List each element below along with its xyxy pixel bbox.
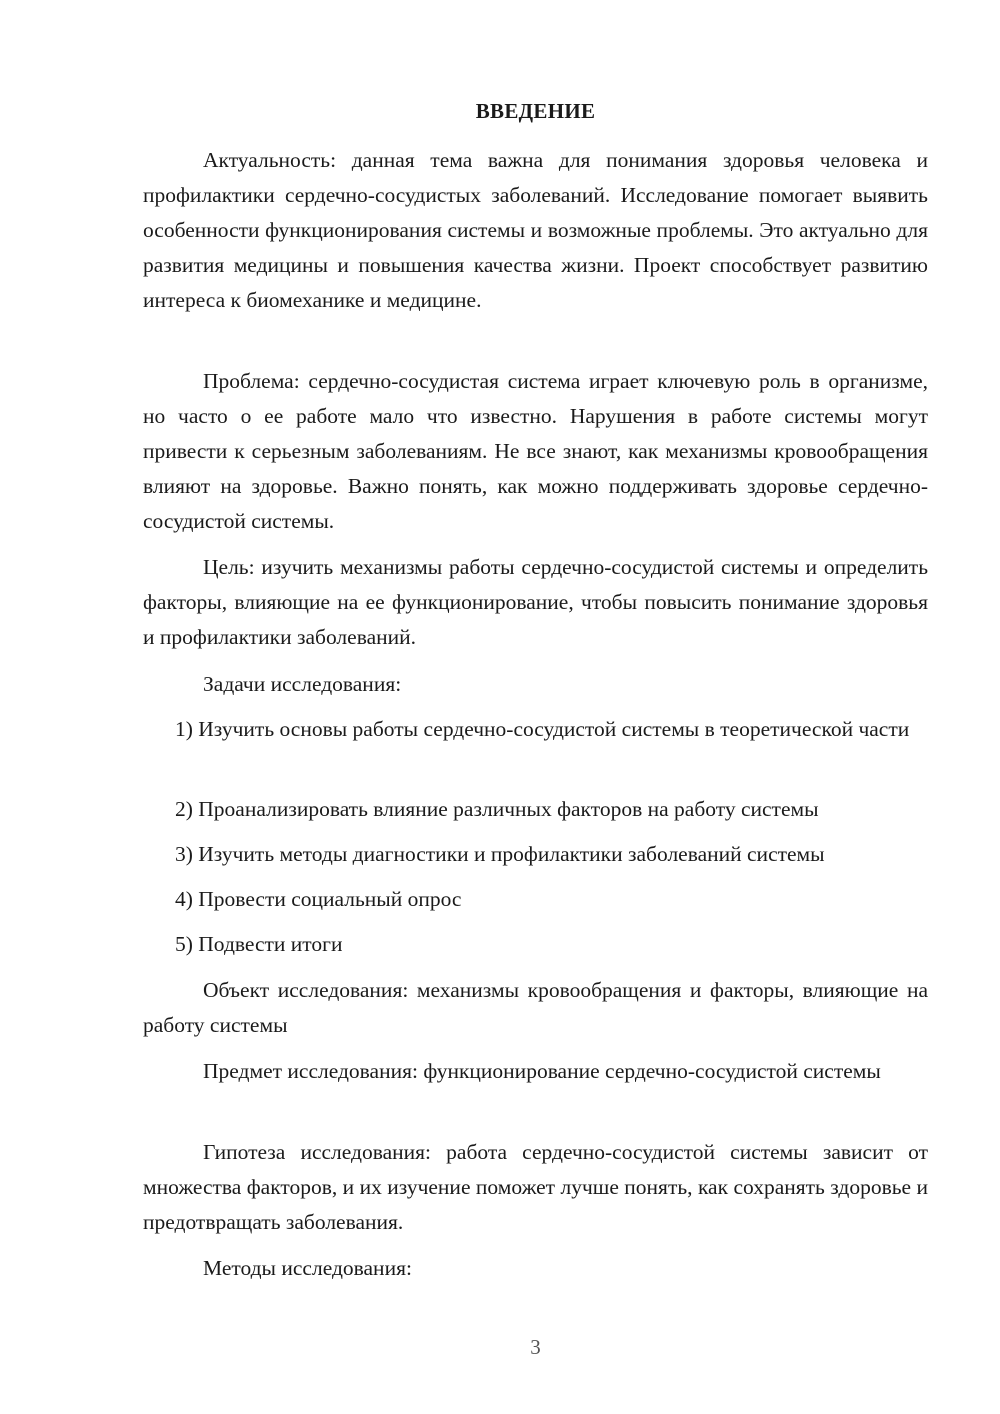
object-paragraph: Объект исследования: механизмы кровообращения и факторы, влияющие на работу системы: [143, 978, 928, 1037]
task-item-2: 2) Проанализировать влияние различных факторов на работу системы: [175, 797, 819, 821]
hypothesis-paragraph: Гипотеза исследования: работа сердечно-сосудистой системы зависит от множества факторов, и их изучение поможет лучше понять, как сохранять здоровье и предотвращать заболевания.: [143, 1140, 928, 1234]
task-item-5: 5) Подвести итоги: [175, 932, 343, 956]
problem-paragraph: Проблема: сердечно-сосудистая система играет ключевую роль в организме, но часто о ее работе мало что известно. Нарушения в работе системы могут привести к серьезным заболеваниям. Не все знают, как механизмы кровообращения влияют на здоровье. Важно понять, как можно поддерживать здоровье сердечно-сосудистой системы.: [143, 369, 928, 533]
tasks-heading: Задачи исследования:: [203, 672, 402, 696]
task-item-3: 3) Изучить методы диагностики и профилактики заболеваний системы: [175, 842, 825, 866]
relevance-paragraph: Актуальность: данная тема важна для понимания здоровья человека и профилактики сердечно-сосудистых заболеваний. Исследование помогает выявить особенности функционирования системы и возможные проблемы. Это актуально для развития медицины и повышения качества жизни. Проект способствует развитию интереса к биомеханике и медицине.: [143, 148, 928, 312]
page-number: 3: [530, 1335, 541, 1359]
page-title: ВВЕДЕНИЕ: [475, 99, 596, 123]
task-item-4: 4) Провести социальный опрос: [175, 887, 462, 911]
goal-paragraph: Цель: изучить механизмы работы сердечно-сосудистой системы и определить факторы, влияющие на ее функционирование, чтобы повысить понимание здоровья и профилактики заболеваний.: [143, 555, 928, 649]
subject-paragraph: Предмет исследования: функционирование сердечно-сосудистой системы: [203, 1059, 881, 1083]
methods-heading: Методы исследования:: [203, 1256, 412, 1280]
document-page: [143, 0, 928, 1414]
task-item-1: 1) Изучить основы работы сердечно-сосудистой системы в теоретической части: [175, 717, 910, 741]
